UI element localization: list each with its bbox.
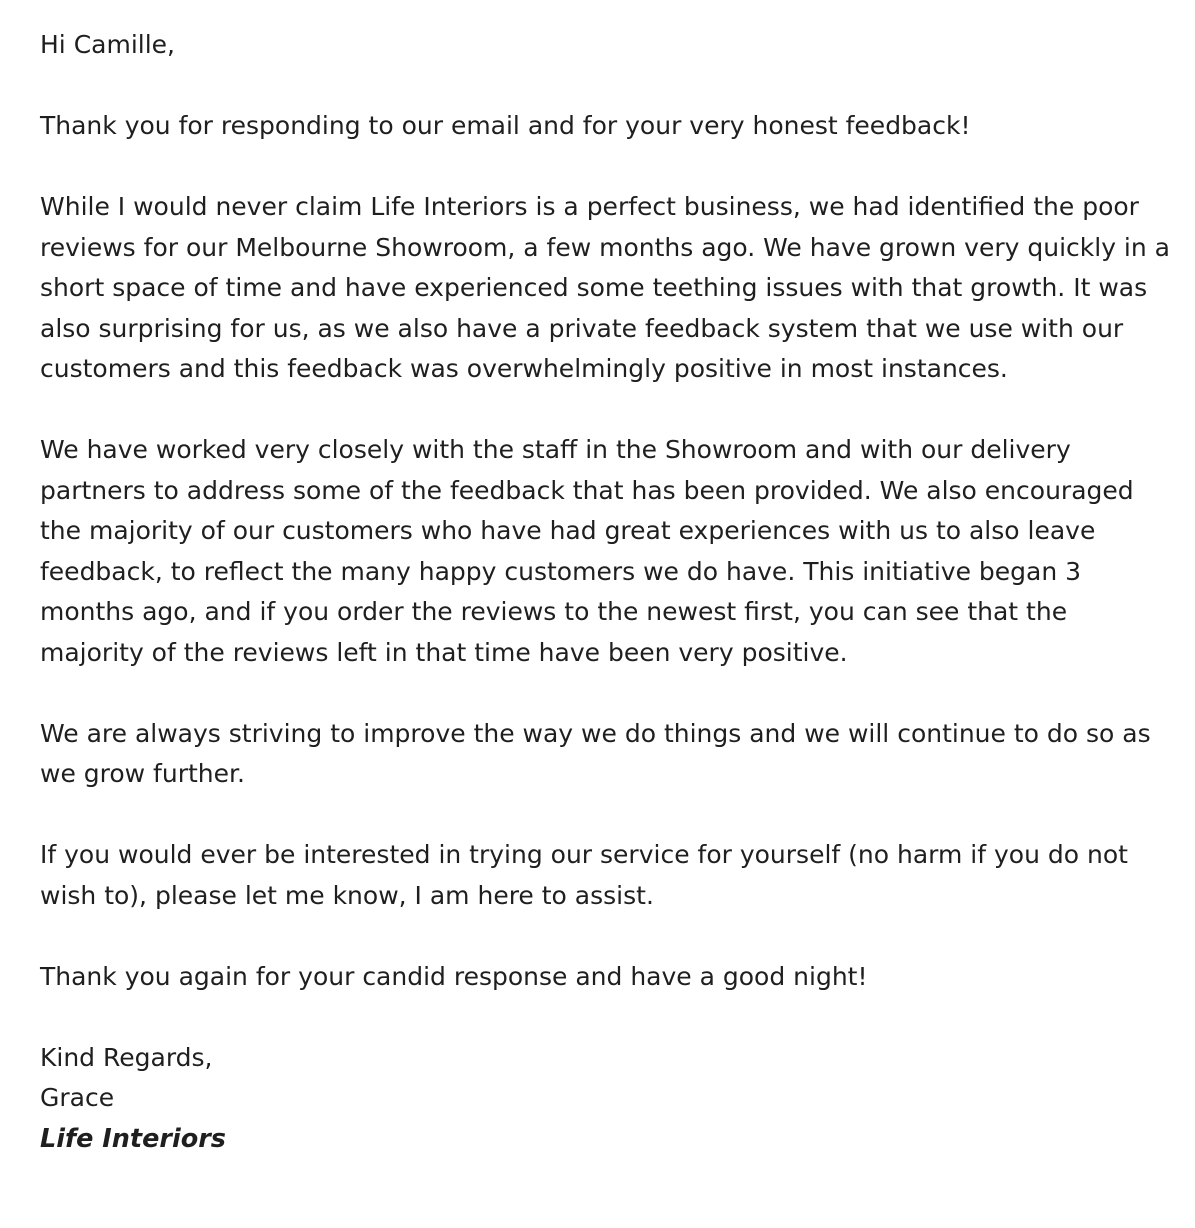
email-body (40, 25, 1175, 1159)
email-paragraph-reviews: While I would never claim Life Interiors is a perfect business, we had identified the poor reviews for our Melbourne Showroom, a few months ago. We have grown very quickly in a short space of time and have experienced some teething issues with that growth. It was also surprising for us, as we also have a private feedback system that we use with our customers and this feedback was overwhelmingly positive in most instances. (40, 192, 1170, 383)
email-paragraph-improve: We are always striving to improve the way we do things and we will continue to do so as we grow further. (40, 718, 1151, 788)
email-paragraph-initiative: We have worked very closely with the staff in the Showroom and with our delivery partners to address some of the feedback that has been provided. We also encouraged the majority of our customers who have had great experiences with us to also leave feedback, to reflect the many happy customers we do have. This initiative began 3 months ago, and if you order the reviews to the newest first, you can see that the majority of the reviews left in that time have been very positive. (40, 435, 1134, 667)
email-signature (40, 1038, 1175, 1160)
signature-closing: Kind Regards, (40, 1042, 213, 1072)
signature-company: Life Interiors (40, 1123, 226, 1154)
email-paragraph-offer: If you would ever be interested in trying our service for yourself (no harm if you do not wish to), please let me know, I am here to assist. (40, 840, 1128, 910)
signature-name: Grace (40, 1083, 115, 1112)
email-paragraph-thanks: Thank you for responding to our email and for your very honest feedback! (40, 111, 971, 140)
email-greeting: Hi Camille, (40, 30, 175, 59)
email-paragraph-closing-thanks: Thank you again for your candid response and have a good night! (40, 961, 868, 991)
